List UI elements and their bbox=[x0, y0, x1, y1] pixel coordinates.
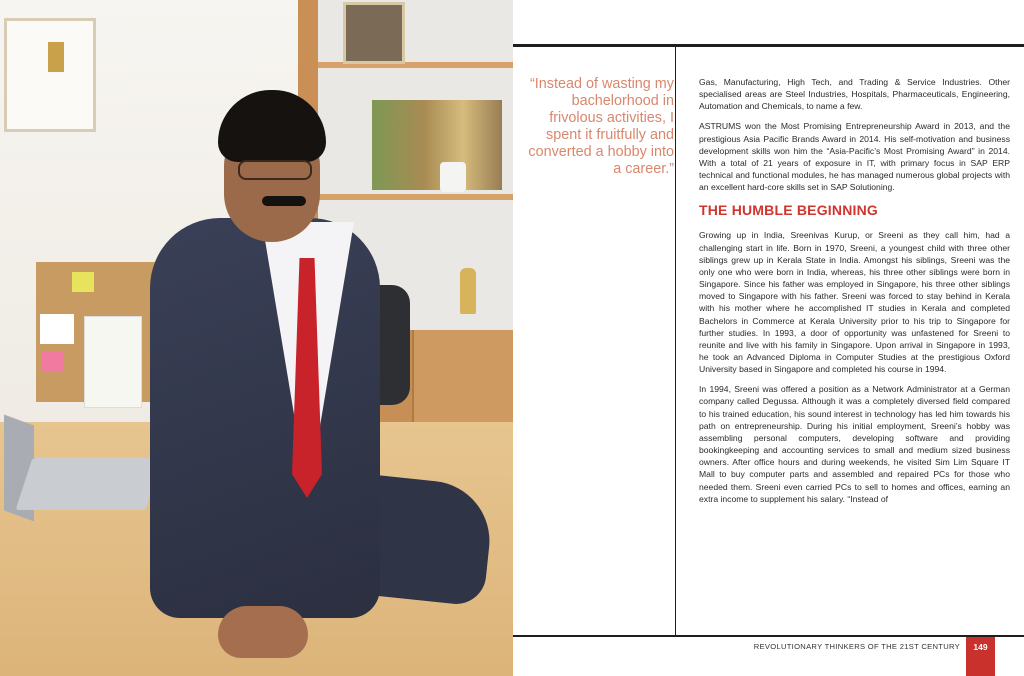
career-paragraph: In 1994, Sreeni was offered a position as a Network Administrator at a German company called Degussa. Although it was a completely diversed field compared to his trained education, his sound interest in technology has led him towards his path on entrepreneurship. During his initial employment, Sreeni’s hobby was assembling personal computers, developing software and providing bookingkeeping and accounting services to small and medium sized business owners. After office hours and during weekends, he visited Sim Lim Square IT Mall to buy computer parts and assembled and repaired PCs for those who needed them. Sreeni even carried PCs to sell to homes and offices, earning an extra income to supplement his salary. “Instead of bbox=[699, 384, 1010, 504]
intro-paragraph: Gas, Manufacturing, High Tech, and Trading & Service Industries. Other specialised areas are Steel Industries, Hospitals, Pharmaceuticals, Engineering, Automation and Chemicals, to name a few. bbox=[699, 77, 1010, 112]
mug bbox=[440, 162, 466, 192]
publication-title: REVOLUTIONARY THINKERS OF THE 21ST CENTURY bbox=[753, 642, 960, 651]
laptop bbox=[16, 458, 163, 510]
shelf bbox=[318, 194, 513, 200]
bottom-rule bbox=[513, 635, 1024, 637]
section-heading: THE HUMBLE BEGINNING bbox=[699, 202, 878, 219]
shelf-books bbox=[372, 100, 502, 190]
sticky-note bbox=[72, 272, 94, 292]
pull-quote: “Instead of wasting my bachelorhood in frivolous activities, I spent it fruitfully and converted a hobby into a career.” bbox=[528, 76, 674, 178]
pinned-paper bbox=[40, 314, 74, 344]
glasses bbox=[238, 160, 312, 180]
man-suit bbox=[150, 218, 380, 618]
sticky-note bbox=[42, 352, 64, 372]
article-body bbox=[699, 76, 1010, 513]
photo-frame bbox=[343, 2, 405, 64]
column-rule bbox=[675, 47, 676, 635]
framed-certificate bbox=[4, 18, 96, 132]
trophy-icon bbox=[460, 268, 476, 314]
top-rule bbox=[513, 44, 1024, 47]
moustache bbox=[262, 196, 306, 206]
award-paragraph: ASTRUMS won the Most Promising Entrepreneurship Award in 2013, and the prestigious Asia Pacific Brands Award in 2014. His self-motivation and business development skills won him the “Asia-Pacific’s Most Promising Award” in 2014. With a total of 21 years of exposure in IT, with primary focus in SAP ERP technical and functional modules, he has managed numerous global projects with an excellent hard-core skills set in SAP Solutioning. bbox=[699, 121, 1010, 193]
beginning-paragraph: Growing up in India, Sreenivas Kurup, or Sreeni as they call him, had a challenging start in life. Born in 1970, Sreeni, a youngest child with three other siblings grew up in Kerala State in India. Amongst his siblings, Sreeni was the only one who were born in India, whereas, his three other siblings were born in Singapore. Since his father was employed in Singapore, his three other siblings moved to Singapore with his father. Sreeni was forced to stay behind in Kerala with his mother where he accomplished IT studies in Kerala and completed Bachelors in Commerce at Kerala University prior to his trip to Singapore for further studies. In 1993, a door of opportunity was unfastened for Sreeni to reunite and live with his family in Singapore. Upon arrival in Singapore in 1993, he took an Advanced Diploma in Computer Studies at the prestigious Oxford University based in Singapore and completed his course in 1994. bbox=[699, 230, 1010, 375]
page-number: 149 bbox=[966, 637, 995, 676]
man-hand bbox=[218, 606, 308, 658]
medal-icon bbox=[48, 42, 64, 72]
calendar-sheet bbox=[84, 316, 142, 408]
